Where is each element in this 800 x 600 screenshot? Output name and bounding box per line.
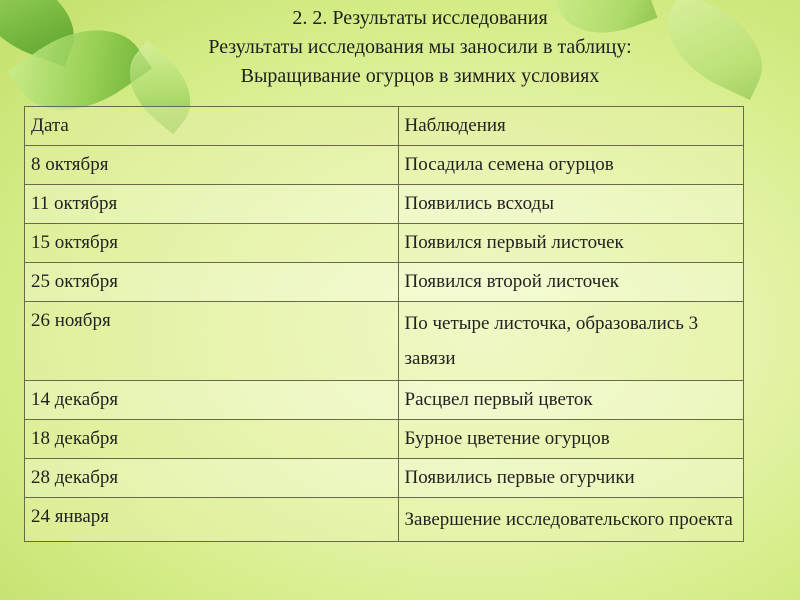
observation-cell: Посадила семена огурцов [398,146,743,185]
table-caption: Выращивание огурцов в зимних условиях [240,65,600,87]
observation-cell: Бурное цветение огурцов [398,420,743,459]
table-row [25,185,744,224]
date-cell: 18 декабря [25,420,399,459]
observation-cell: Появились всходы [398,185,743,224]
date-cell: 25 октября [25,263,399,302]
header-observations: Наблюдения [398,107,743,146]
date-cell: 26 ноября [25,302,399,381]
table-row [25,263,744,302]
intro-text: Результаты исследования мы заносили в таблицу: [208,36,632,58]
observation-cell: Появились первые огурчики [398,459,743,498]
observation-cell: Завершение исследовательского проекта [398,498,743,542]
date-cell: 15 октября [25,224,399,263]
observations-table [24,106,744,542]
section-heading: 2. 2. Результаты исследования [292,7,548,29]
date-cell: 11 октября [25,185,399,224]
observation-cell: По четыре листочка, образовались 3 завязи [398,302,743,381]
table-row [25,381,744,420]
date-cell: 8 октября [25,146,399,185]
slide-title [60,4,780,91]
table-row [25,498,744,542]
date-cell: 14 декабря [25,381,399,420]
table-row [25,224,744,263]
table-header-row [25,107,744,146]
date-cell: 28 декабря [25,459,399,498]
date-cell: 24 января [25,498,399,542]
table-row [25,302,744,381]
observation-cell: Расцвел первый цветок [398,381,743,420]
header-date: Дата [25,107,399,146]
table-row [25,146,744,185]
table-row [25,459,744,498]
table-row [25,420,744,459]
observation-cell: Появился второй листочек [398,263,743,302]
observation-cell: Появился первый листочек [398,224,743,263]
